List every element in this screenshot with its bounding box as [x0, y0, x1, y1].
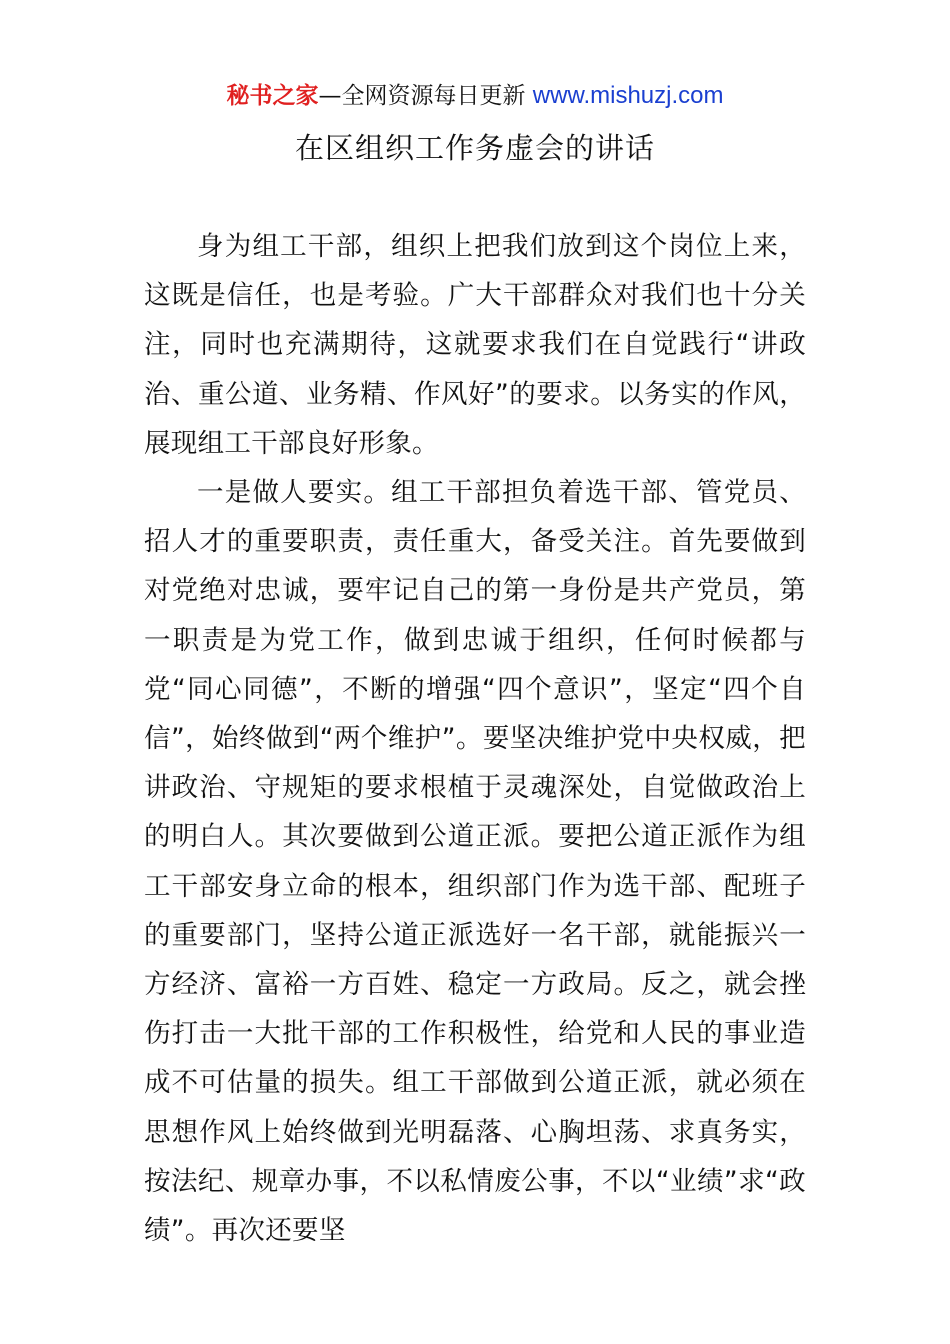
paragraph-point-one: 一是做人要实。组工干部担负着选干部、管党员、招人才的重要职责，责任重大，备受关注。首先要做到对党绝对忠诚，要牢记自己的第一身份是共产党员，第一职责是为党工作，做到忠诚于组织，任何时候都与党“同心同德”，不断的增强“四个意识”，坚定“四个自信”，始终做到“两个维护”。要坚决维护党中央权威，把讲政治、守规矩的要求根植于灵魂深处，自觉做政治上的明白人。其次要做到公道正派。要把公道正派作为组工干部安身立命的根本，组织部门作为选干部、配班子的重要部门，坚持公道正派选好一名干部，就能振兴一方经济、富裕一方百姓、稳定一方政局。反之，就会挫伤打击一大批干部的工作积极性，给党和人民的事业造成不可估量的损失。组工干部做到公道正派，就必须在思想作风上始终做到光明磊落、心胸坦荡、求真务实，按法纪、规章办事，不以私情废公事，不以“业绩”求“政绩”。再次还要坚 — [144, 477, 806, 1247]
document-body — [144, 222, 806, 1255]
site-header — [0, 80, 950, 112]
brand-name: 秘书之家 — [226, 83, 319, 109]
document-title: 在区组织工作务虚会的讲话 — [294, 131, 655, 165]
header-tagline: —全网资源每日更新 — [318, 83, 526, 109]
site-url-link[interactable]: www.mishuzj.com — [532, 82, 724, 109]
paragraph-intro: 身为组工干部，组织上把我们放到这个岗位上来，这既是信任，也是考验。广大干部群众对我们也十分关注，同时也充满期待，这就要求我们在自觉践行“讲政治、重公道、业务精、作风好”的要求。以务实的作风，展现组工干部良好形象。 — [144, 231, 806, 459]
